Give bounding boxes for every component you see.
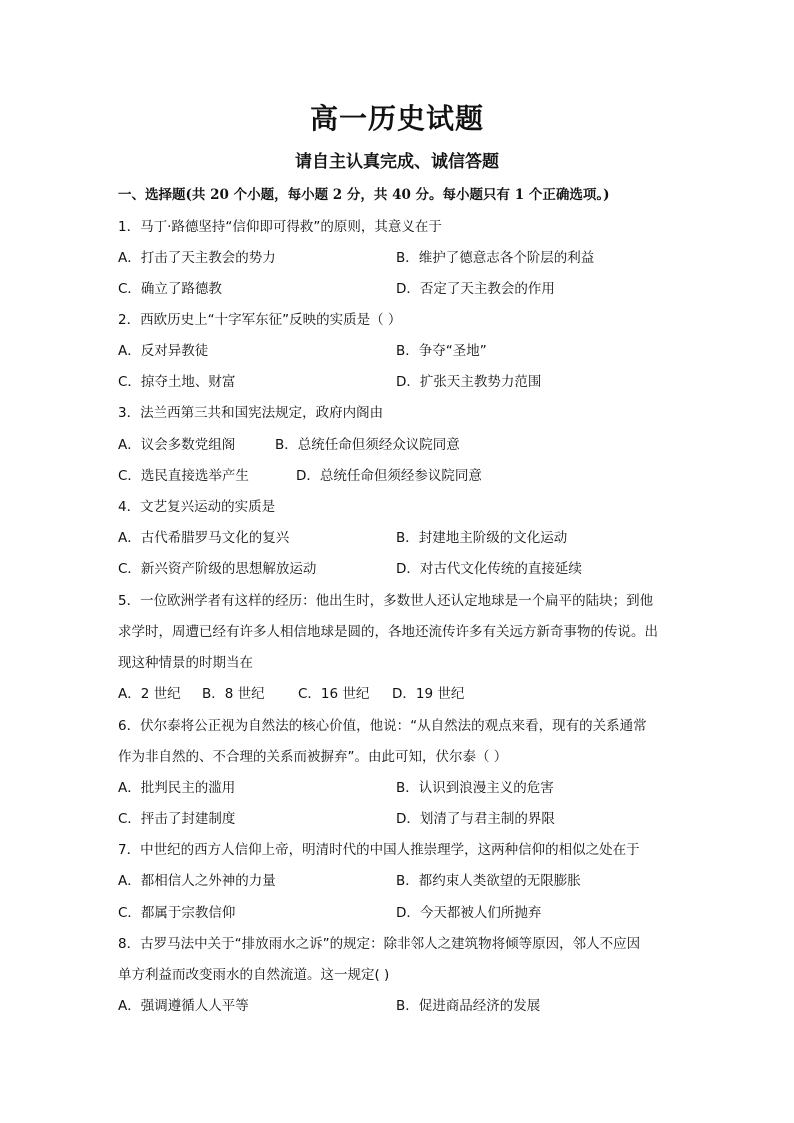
q6-option-d: D．划清了与君主制的界限 xyxy=(396,811,555,827)
q1-option-c: C．确立了路德教 xyxy=(118,281,222,297)
question-8-stem-line-2: 单方利益而改变雨水的自然流道。这一规定( ) xyxy=(118,967,390,983)
q1-option-d: D．否定了天主教会的作用 xyxy=(396,281,555,297)
q7-option-b: B．都约束人类欲望的无限膨胀 xyxy=(396,873,581,889)
question-6-stem-line-2: 作为非自然的、不合理的关系而被摒弃”。由此可知，伏尔泰（ ） xyxy=(118,749,508,765)
question-1-stem: 1．马丁·路德坚持“信仰即可得救”的原则，其意义在于 xyxy=(118,219,442,235)
question-6-stem-line-1: 6．伏尔泰将公正视为自然法的核心价值，他说：“从自然法的观点来看，现有的关系通常 xyxy=(118,718,647,734)
q4-option-c: C．新兴资产阶级的思想解放运动 xyxy=(118,561,317,577)
q1-option-b: B．维护了德意志各个阶层的利益 xyxy=(396,250,595,266)
q2-option-c: C．掠夺土地、财富 xyxy=(118,374,236,390)
q6-option-a: A．批判民主的滥用 xyxy=(118,780,236,796)
question-3-stem: 3．法兰西第三共和国宪法规定，政府内阁由 xyxy=(118,405,384,421)
q2-option-d: D．扩张天主教势力范围 xyxy=(396,374,542,390)
question-5-stem-line-3: 现这种情景的时期当在 xyxy=(118,655,253,671)
question-7-stem: 7．中世纪的西方人信仰上帝，明清时代的中国人推崇理学，这两种信仰的相似之处在于 xyxy=(118,842,640,858)
q7-option-c: C．都属于宗教信仰 xyxy=(118,905,236,921)
q4-option-a: A．古代希腊罗马文化的复兴 xyxy=(118,530,290,546)
q5-option-c: C．16 世纪 xyxy=(298,686,370,702)
q1-option-a: A．打击了天主教会的势力 xyxy=(118,250,276,266)
q4-option-d: D．对古代文化传统的直接延续 xyxy=(396,561,582,577)
q5-option-a: A．2 世纪 xyxy=(118,686,181,702)
q8-option-a: A．强调遵循人人平等 xyxy=(118,998,249,1014)
question-8-stem-line-1: 8．古罗马法中关于“排放雨水之诉”的规定：除非邻人之建筑物将倾等原因，邻人不应因 xyxy=(118,936,641,952)
q5-option-d: D．19 世纪 xyxy=(392,686,465,702)
q6-option-b: B．认识到浪漫主义的危害 xyxy=(396,780,554,796)
question-5-stem-line-2: 求学时，周遭已经有许多人相信地球是圆的，各地还流传许多有关远方新奇事物的传说。出 xyxy=(118,624,658,640)
q8-option-b: B．促进商品经济的发展 xyxy=(396,998,541,1014)
question-5-stem-line-1: 5．一位欧洲学者有这样的经历：他出生时，多数世人还认定地球是一个扁平的陆块；到他 xyxy=(118,593,654,609)
question-4-stem: 4．文艺复兴运动的实质是 xyxy=(118,499,276,515)
q3-option-a: A．议会多数党组阁 xyxy=(118,437,236,453)
q2-option-a: A．反对异教徒 xyxy=(118,343,209,359)
q7-option-d: D．今天都被人们所抛弃 xyxy=(396,905,542,921)
page-subtitle: 请自主认真完成、诚信答题 xyxy=(295,152,499,172)
q4-option-b: B．封建地主阶级的文化运动 xyxy=(396,530,568,546)
q3-option-b: B．总统任命但须经众议院同意 xyxy=(275,437,460,453)
question-2-stem: 2．西欧历史上“十字军东征”反映的实质是（ ） xyxy=(118,312,402,328)
q5-option-b: B．8 世纪 xyxy=(202,686,265,702)
q3-option-d: D．总统任命但须经参议院同意 xyxy=(296,468,482,484)
q7-option-a: A．都相信人之外神的力量 xyxy=(118,873,276,889)
q3-option-c: C．选民直接选举产生 xyxy=(118,468,249,484)
q2-option-b: B．争夺“圣地” xyxy=(396,343,487,359)
q6-option-c: C．抨击了封建制度 xyxy=(118,811,236,827)
section-heading: 一、选择题(共 20 个小题，每小题 2 分，共 40 分。每小题只有 1 个正确选项。) xyxy=(118,187,610,203)
page-title: 高一历史试题 xyxy=(309,102,484,135)
